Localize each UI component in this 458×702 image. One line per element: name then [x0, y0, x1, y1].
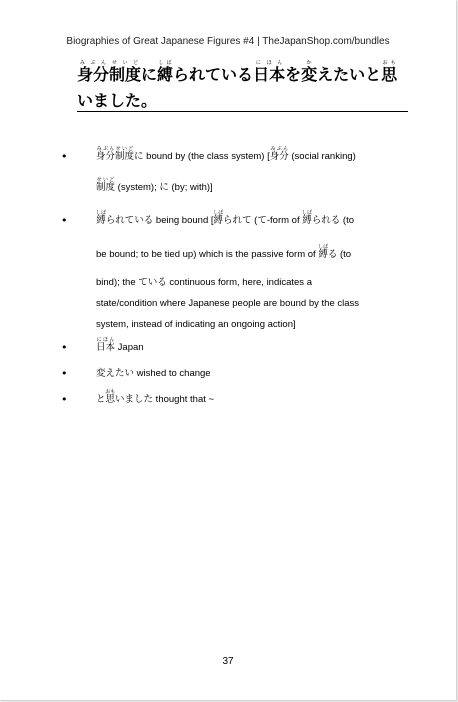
- bullet-icon: •: [61, 367, 68, 380]
- list-item: [58, 387, 418, 413]
- definition-text: (social ranking): [288, 151, 356, 162]
- title-word-mibunseido: 身分制度: [77, 65, 142, 84]
- title-furigana: おも: [381, 60, 398, 66]
- list-item: [58, 141, 418, 203]
- vocab-kanji: 縛: [302, 215, 313, 226]
- title-kana: いました。: [77, 91, 158, 110]
- definition-text: (to: [337, 249, 352, 260]
- bullet-icon: •: [61, 393, 68, 406]
- vocab-kana: られて: [223, 215, 252, 226]
- furigana: しば: [96, 210, 107, 216]
- definition-text: Japan: [115, 342, 144, 353]
- definition-text: (to: [340, 215, 355, 226]
- vocab-kanji: 思: [105, 394, 116, 405]
- bullet-icon: •: [61, 341, 68, 354]
- title-kana: えたいと: [317, 65, 382, 84]
- furigana: みぶん: [269, 146, 289, 152]
- vocab-kanji: 日本: [96, 342, 116, 353]
- list-item: [58, 361, 418, 387]
- list-item: [58, 204, 418, 335]
- vocab-kana: る: [327, 249, 338, 260]
- title-furigana: か: [301, 60, 318, 66]
- title-furigana: しば: [157, 60, 174, 66]
- vocab-kana: 変えたい: [96, 368, 135, 379]
- vocab-kanji: 縛: [213, 215, 224, 226]
- definition-text: -form of: [266, 215, 303, 226]
- definition-text: (: [251, 215, 258, 226]
- title-word-ka: 変: [301, 65, 318, 84]
- vocab-kanji: 縛: [96, 215, 107, 226]
- page-number: 37: [222, 656, 234, 667]
- definition-text: continuous form, here, indicates a: [166, 277, 312, 288]
- title-kana: に: [141, 65, 158, 84]
- definition-text: (system);: [115, 182, 160, 193]
- vocab-kana: いました: [115, 394, 154, 405]
- definition-continuation: [96, 272, 418, 293]
- furigana: しば: [302, 210, 313, 216]
- furigana: おも: [105, 389, 116, 395]
- list-item: [58, 335, 418, 361]
- definition-text: state/condition where Japanese people are bound by the class: [96, 298, 360, 309]
- vocab-kanji: 身分: [269, 151, 289, 162]
- furigana: せいど: [96, 177, 115, 183]
- vocab-kana: と: [96, 394, 106, 405]
- furigana: しば: [213, 210, 224, 216]
- vocab-kana: に: [159, 182, 169, 193]
- title-word-omo: 思: [381, 65, 398, 84]
- definition-text: system, instead of indicating an ongoing action]: [96, 319, 296, 330]
- vocab-kana: られる: [311, 215, 341, 226]
- definition-text: bound by (the class system) [: [143, 151, 270, 162]
- vocab-kanji: 身分制度: [96, 151, 135, 162]
- definition-text: wished to change: [134, 368, 211, 379]
- vocab-kanji: 制度: [96, 182, 116, 193]
- bullet-icon: •: [61, 150, 68, 163]
- vocab-kana: て: [257, 215, 267, 226]
- sentence-title: [77, 60, 407, 114]
- vocab-kanji: 縛: [318, 249, 329, 260]
- title-furigana: にほん: [253, 60, 286, 66]
- title-underline: [77, 111, 408, 112]
- vocabulary-list: [58, 141, 418, 413]
- furigana: みぶんせいど: [96, 146, 134, 152]
- definition-text: (by; with)]: [168, 182, 213, 193]
- definition-text: thought that ~: [153, 394, 215, 405]
- vocab-kana: に: [134, 151, 144, 162]
- definition-text: being bound [: [153, 215, 214, 226]
- title-furigana: みぶんせいど: [77, 60, 142, 66]
- furigana: しば: [318, 244, 329, 250]
- title-kana: られている: [173, 65, 254, 84]
- title-word-shiba: 縛: [157, 65, 174, 84]
- bullet-icon: •: [61, 214, 68, 227]
- definition-text: be bound; to be tied up) which is the passive form of: [96, 249, 319, 260]
- vocab-kana: ている: [138, 277, 167, 288]
- running-header: Biographies of Great Japanese Figures #4 | TheJapanShop.com/bundles: [66, 36, 390, 47]
- furigana: にほん: [96, 337, 115, 343]
- vocab-kana: られている: [105, 215, 154, 226]
- title-word-nihon: 日本: [253, 65, 286, 84]
- title-kana: を: [285, 65, 302, 84]
- definition-text: bind); the: [96, 277, 139, 288]
